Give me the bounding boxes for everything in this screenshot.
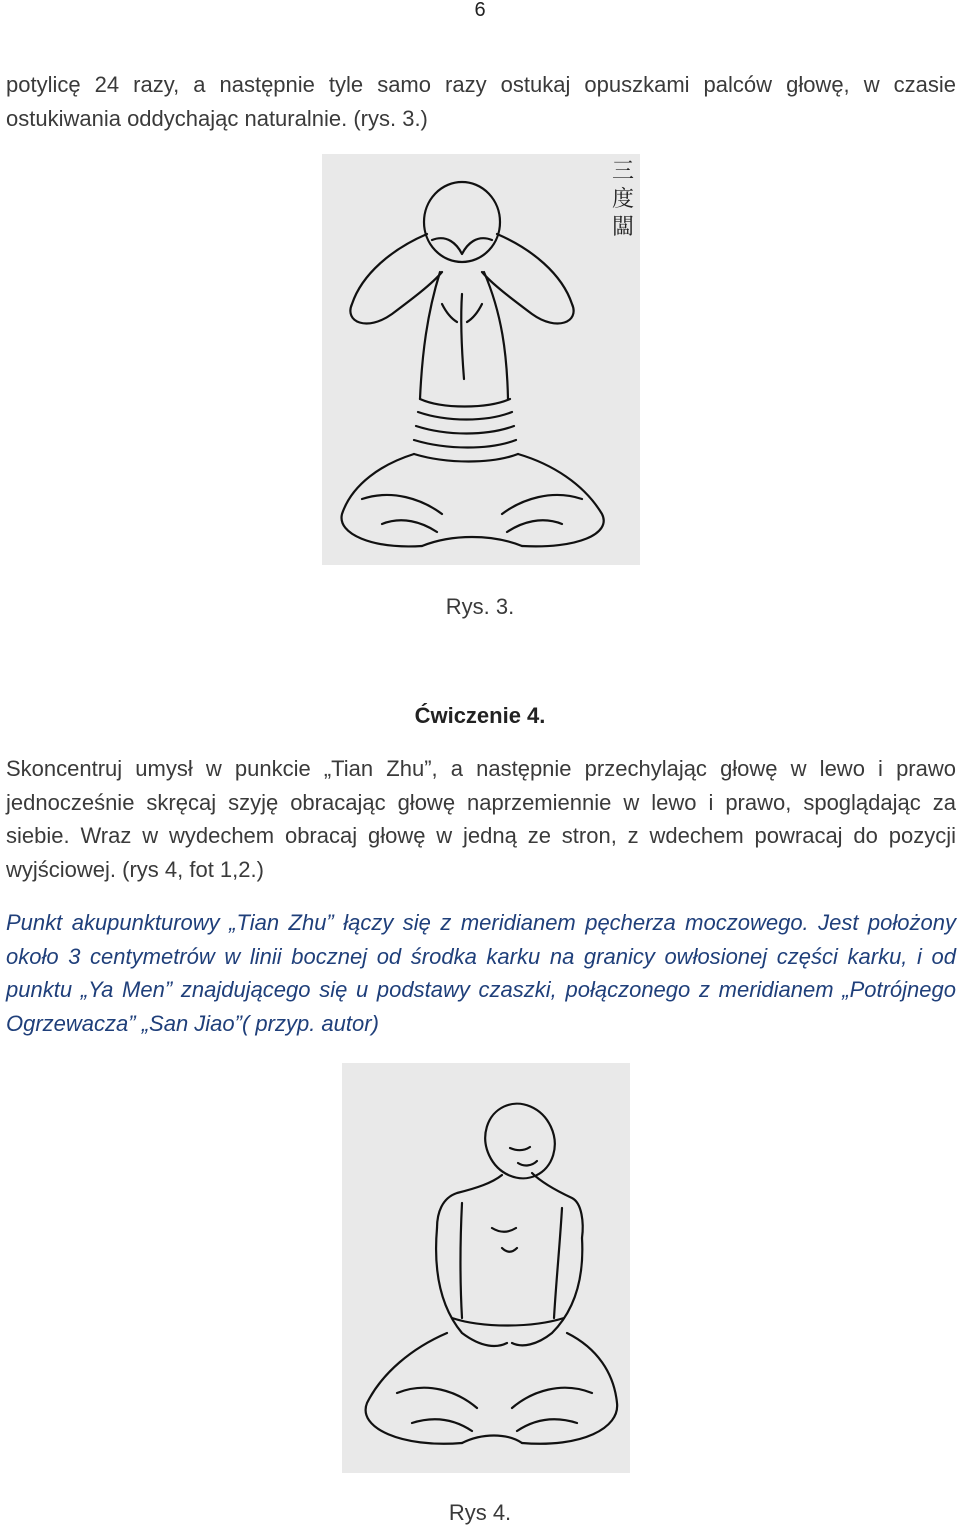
seated-figure-back-illustration (322, 154, 640, 565)
page-number: 6 (474, 0, 486, 21)
calligraphy-stamp: 三度闆 (612, 159, 635, 240)
exercise-heading: Ćwiczenie 4. (414, 703, 546, 728)
figure-2-caption: Rys 4. (448, 1500, 512, 1525)
figure-1-caption: Rys. 3. (445, 594, 515, 619)
paragraph-intro: potylicę 24 razy, a następnie tyle samo razy ostukaj opuszkami palców głowę, w czasie ostukiwania oddychając naturalnie. (rys. 3.) (6, 72, 956, 131)
author-note: Punkt akupunkturowy „Tian Zhu” łączy się z meridianem pęcherza moczowego. Jest położony około 3 centymetrów w linii bocznej od środka karku na granicy owłosionej części karku, i od punktu „Ya Men” znajdującego się u podstawy czaszki, połączonego z meridianem „Potrójnego Ogrzewacza” „San Jiao”( przyp. autor) (6, 910, 956, 1036)
figure-rys-4 (342, 1063, 630, 1473)
figure-rys-3 (322, 154, 640, 565)
paragraph-exercise: Skoncentruj umysł w punkcie „Tian Zhu”, a następnie przechylając głowę w lewo i prawo jednocześnie skręcaj szyję obracając głowę naprzemiennie w lewo i prawo, spoglądając za siebie. Wraz w wydechem obracaj głowę w jedną ze stron, z wdechem powracaj do pozycji wyjściowej. (rys 4, fot 1,2.) (6, 756, 956, 882)
seated-figure-head-tilt-illustration (342, 1063, 630, 1473)
